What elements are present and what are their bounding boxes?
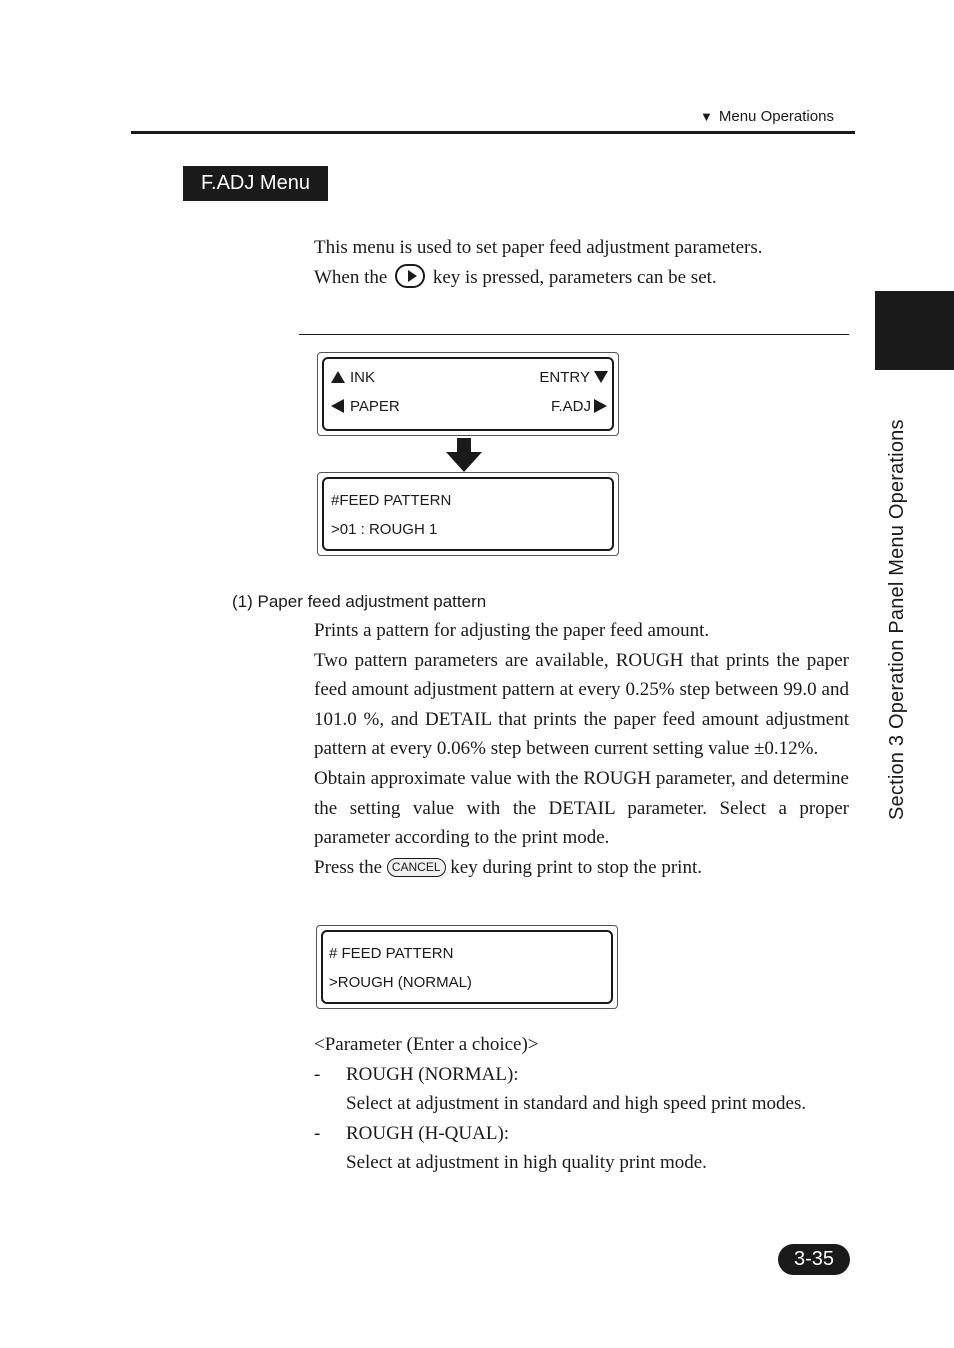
intro-line-2-before: When the — [314, 266, 388, 288]
lcd-feed-pattern-line-2: >01 : ROUGH 1 — [331, 521, 438, 538]
triangle-right-icon — [594, 399, 607, 413]
section-tab-marker — [875, 291, 954, 370]
divider-rule — [299, 334, 849, 335]
intro-text — [314, 233, 854, 292]
parameter-name: ROUGH (NORMAL): — [346, 1063, 519, 1085]
subsection-heading: (1) Paper feed adjustment pattern — [232, 592, 487, 611]
paragraph: Obtain approximate value with the ROUGH parameter, and determine the setting value with the DETAIL parameter. Select a proper parameter according to the print mode. — [314, 767, 849, 849]
parameter-name: ROUGH (H-QUAL): — [346, 1122, 510, 1144]
lcd-menu-top-left: INK — [350, 369, 376, 386]
lcd-rough-line-2: >ROUGH (NORMAL) — [329, 974, 472, 991]
lcd-rough-display — [316, 925, 618, 1009]
lcd-menu-top-right: ENTRY — [539, 369, 590, 386]
list-item — [314, 1119, 854, 1149]
lcd-feed-pattern-display — [317, 472, 619, 556]
paragraph — [314, 853, 849, 883]
parameter-description: Select at adjustment in standard and high speed print modes. — [346, 1093, 807, 1115]
list-dash: - — [314, 1122, 321, 1144]
lcd-frame — [321, 930, 613, 1004]
running-head — [700, 108, 834, 125]
cancel-key-icon: CANCEL — [387, 858, 446, 877]
lcd-frame — [322, 477, 614, 551]
triangle-down-icon — [594, 371, 608, 383]
parameter-description: Select at adjustment in high quality print mode. — [346, 1152, 707, 1174]
page-number: 3-35 — [778, 1244, 850, 1275]
list-item — [314, 1060, 854, 1090]
lcd-menu-bottom-left: PAPER — [350, 398, 400, 415]
intro-line-2-after: key is pressed, parameters can be set. — [432, 266, 717, 288]
arrow-down-icon — [446, 438, 482, 472]
intro-line-1: This menu is used to set paper feed adjustment parameters. — [314, 237, 763, 258]
lcd-menu-bottom-right: F.ADJ — [550, 398, 591, 415]
running-head-text: Menu Operations — [718, 108, 834, 125]
paragraph: Prints a pattern for adjusting the paper feed amount. — [314, 620, 710, 641]
intro-line-2 — [314, 263, 854, 293]
feed-adjustment-description — [314, 616, 849, 882]
triangle-up-icon — [331, 371, 345, 383]
paragraph-before-key: Press the — [314, 856, 383, 878]
paragraph: Two pattern parameters are available, ROUGH that prints the paper feed amount adjustment pattern at every 0.25% step between 99.0 and 101.0 %, and DETAIL that prints the paper feed amount adjustment pattern at every 0.06% step between current setting value ±0.12%. — [314, 649, 849, 760]
triangle-down-icon: ▼ — [700, 109, 713, 124]
play-right-key-icon — [395, 264, 425, 288]
parameter-list — [314, 1030, 854, 1178]
side-section-title: Section 3 Operation Panel Menu Operations — [886, 419, 908, 820]
header-rule — [131, 131, 855, 134]
list-dash: - — [314, 1063, 321, 1085]
lcd-menu-display — [317, 352, 619, 436]
section-heading: F.ADJ Menu — [183, 166, 328, 201]
parameter-title: <Parameter (Enter a choice)> — [314, 1034, 539, 1055]
lcd-rough-line-1: # FEED PATTERN — [329, 945, 454, 962]
triangle-left-icon — [331, 399, 344, 413]
paragraph-after-key: key during print to stop the print. — [450, 856, 702, 878]
lcd-feed-pattern-line-1: #FEED PATTERN — [331, 492, 452, 509]
